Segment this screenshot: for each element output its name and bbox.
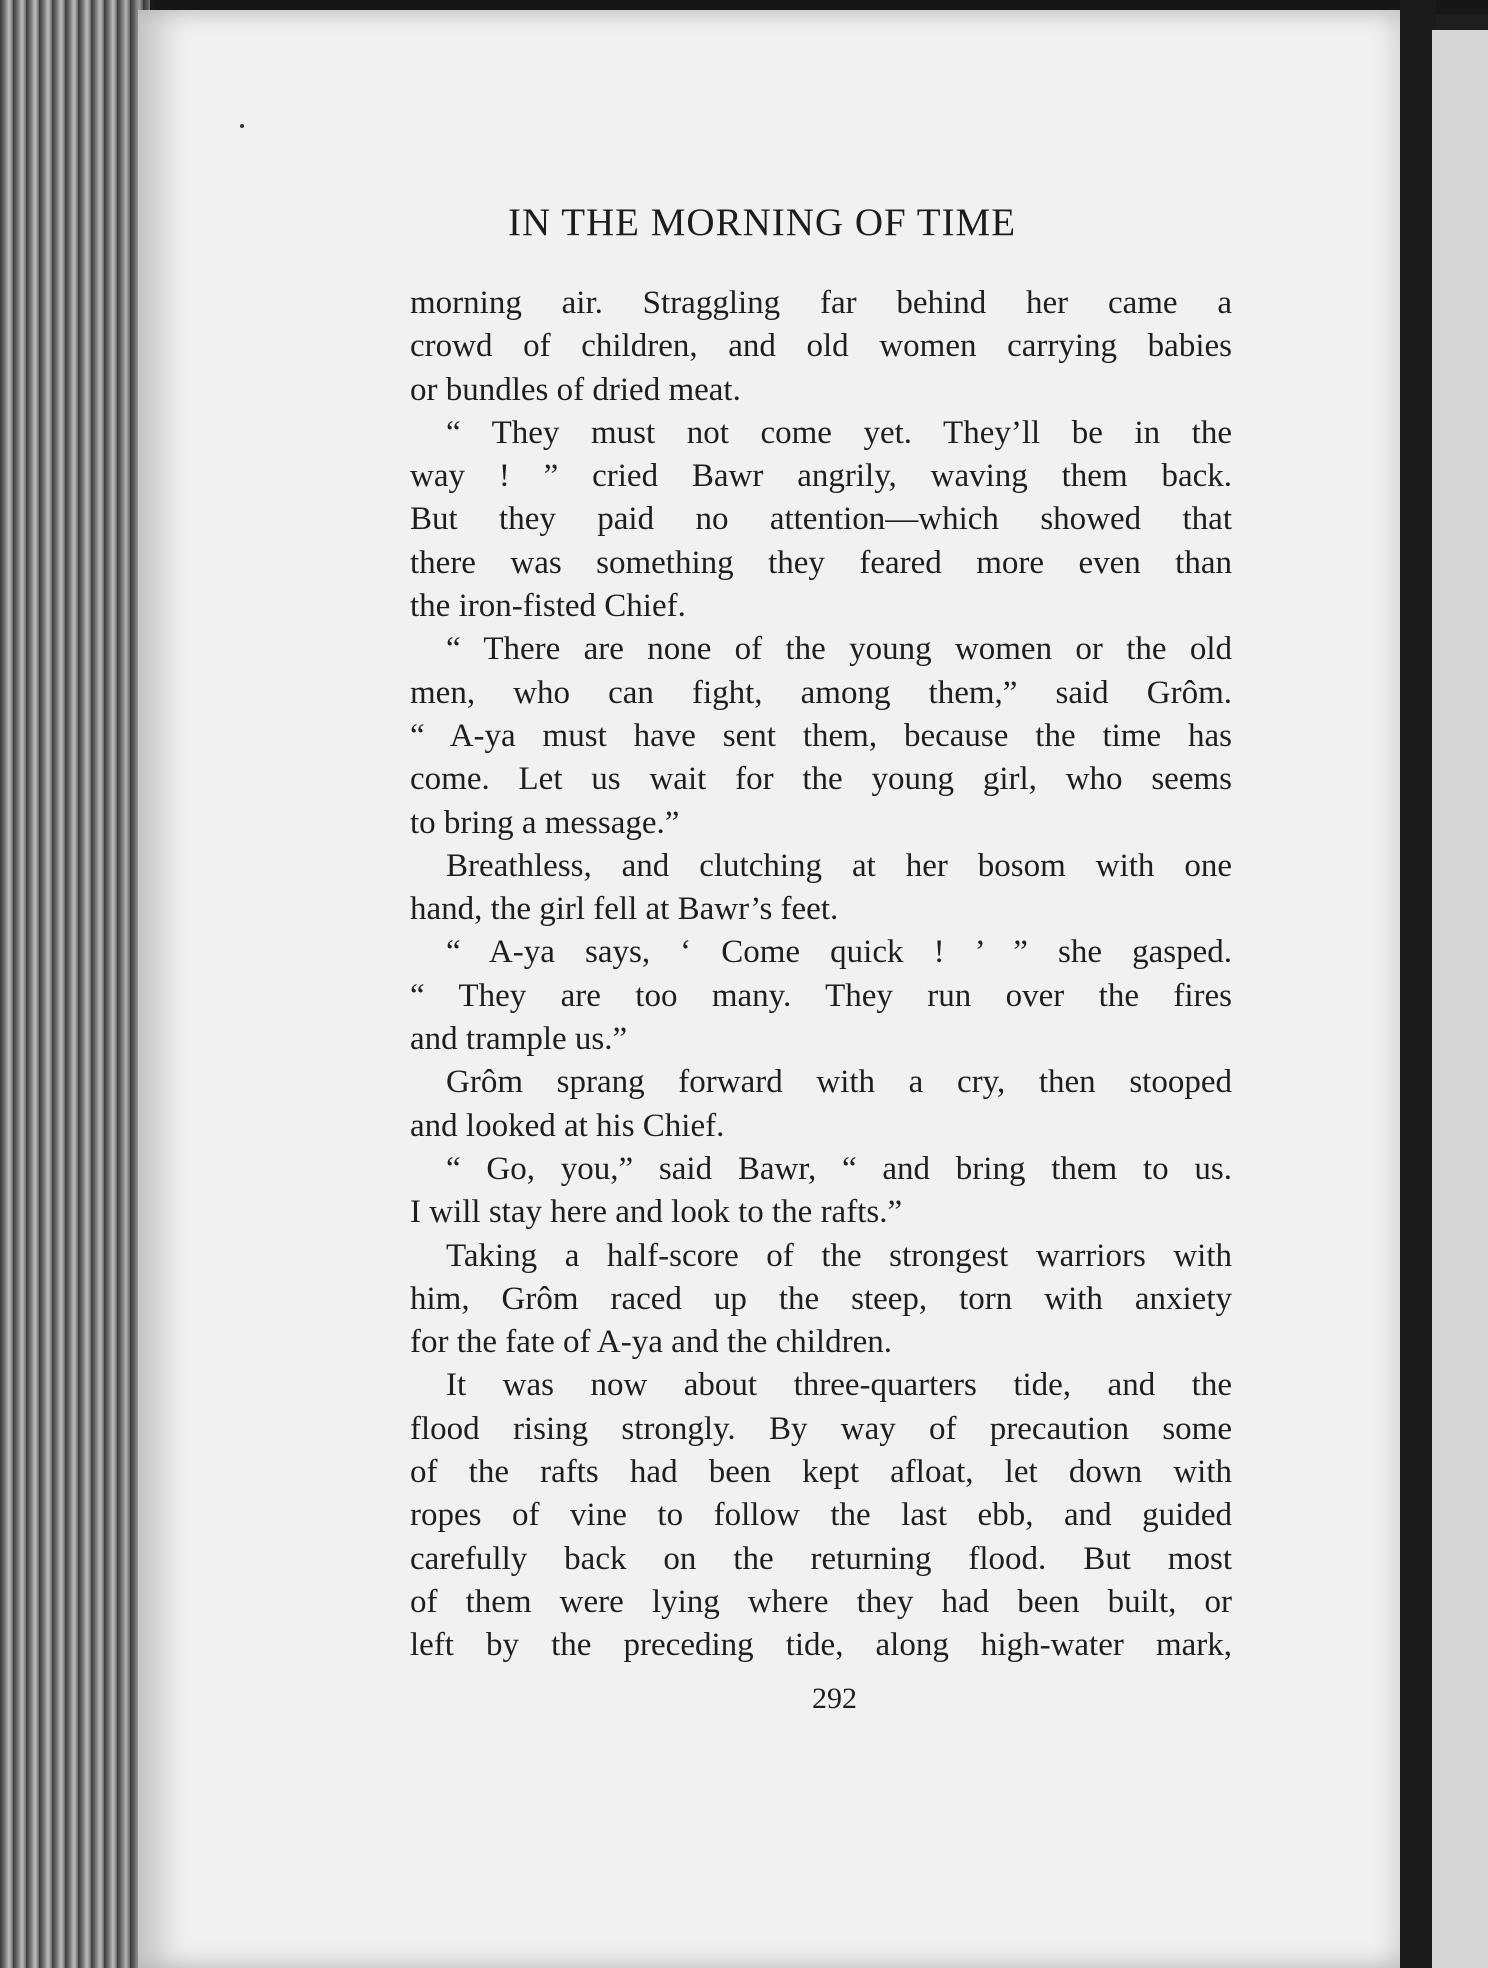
text-line: come. Let us wait for the young girl, who seems [410,761,1232,798]
text-line: “ There are none of the young women or the old [446,631,1232,668]
text-line: there was something they feared more even than [410,544,1232,581]
text-line: hand, the girl fell at Bawr’s feet. [410,891,839,928]
text-line: for the fate of A-ya and the children. [410,1324,892,1361]
text-line: Breathless, and clutching at her bosom with one [446,847,1232,884]
text-line: the iron-fisted Chief. [410,588,686,625]
page-number: 292 [812,1682,857,1715]
body-text [410,282,1232,1668]
text-line: “ A-ya must have sent them, because the time has [410,717,1232,754]
text-line: “ Go, you,” said Bawr, “ and bring them to us. [446,1150,1232,1187]
text-line: him, Grôm raced up the steep, torn with anxiety [410,1280,1232,1317]
text-line: to bring a message.” [410,804,680,841]
text-line: men, who can fight, among them,” said Grôm. [410,674,1232,711]
text-line: carefully back on the returning flood. But most [410,1540,1232,1577]
text-line: Grôm sprang forward with a cry, then stooped [446,1064,1232,1101]
text-line: “ They are too many. They run over the fires [410,977,1232,1014]
text-line: But they paid no attention—which showed that [410,501,1232,538]
text-line: “ A-ya says, ‘ Come quick ! ’ ” she gasped. [446,934,1232,971]
text-line: or bundles of dried meat. [410,371,741,408]
text-line: It was now about three-quarters tide, and the [446,1367,1232,1404]
dust-speck [240,124,244,128]
text-line: ropes of vine to follow the last ebb, and guided [410,1497,1232,1534]
text-line: I will stay here and look to the rafts.” [410,1194,903,1231]
text-line: way ! ” cried Bawr angrily, waving them back. [410,458,1232,495]
text-line: left by the preceding tide, along high-water mark, [410,1627,1232,1664]
text-line: crowd of children, and old women carrying babies [410,328,1232,365]
text-line: of them were lying where they had been built, or [410,1583,1232,1620]
facing-page-edge [1432,30,1488,1968]
text-line: and looked at his Chief. [410,1107,725,1144]
text-line: “ They must not come yet. They’ll be in the [446,414,1232,451]
running-header: IN THE MORNING OF TIME [508,201,1017,244]
scan-background-right [1400,0,1436,1968]
text-line: morning air. Straggling far behind her came a [410,285,1232,321]
text-line: Taking a half-score of the strongest warriors with [446,1237,1232,1274]
text-line: flood rising strongly. By way of precaution some [410,1410,1232,1447]
text-line: of the rafts had been kept afloat, let down with [410,1454,1232,1491]
text-line: and trample us.” [410,1021,628,1058]
